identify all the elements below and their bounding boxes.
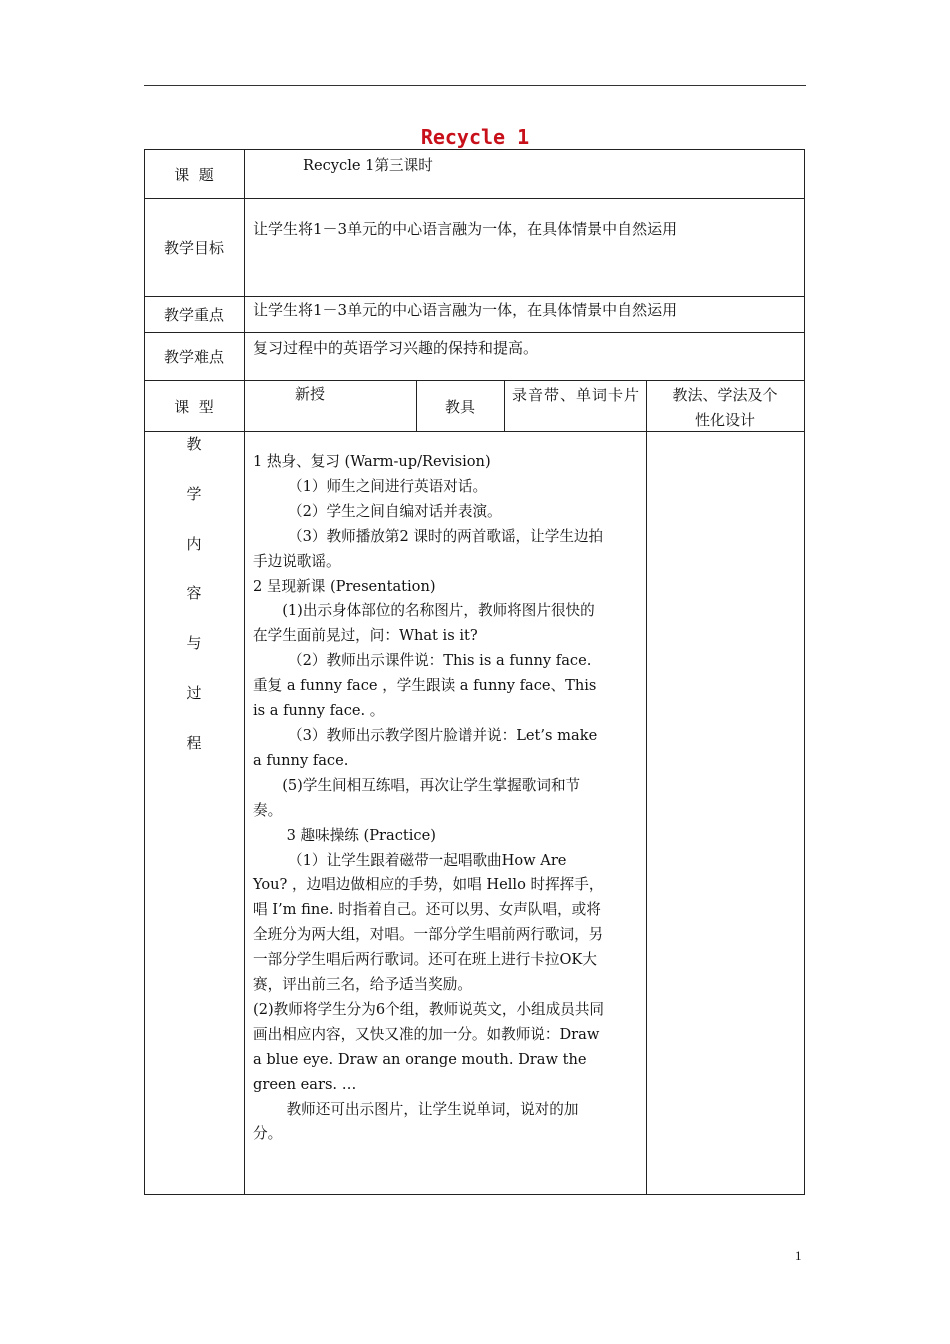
- type-label: 课 型: [174, 398, 214, 416]
- step-text: （1）让学生跟着磁带一起唱歌曲How Are You? ，边唱边做相应的手势，如唱 Hello 时挥挥手，唱 I’m fine. 时指着自己。还可以男、女声队唱，或将全班分为两大组，对唱。一部分学生唱前两行歌词，另一部分学生唱后两行歌词。还可在班上进行卡拉OK大赛，评出前三名，给予适当奖励。: [253, 851, 604, 994]
- method-label: 教法、学法及个性化设计: [672, 386, 778, 429]
- content-label-char: 过: [186, 683, 202, 702]
- goal-value: 让学生将1－3单元的中心语言融为一体，在具体情景中自然运用: [253, 220, 678, 238]
- content-label-char: 学: [186, 484, 202, 503]
- focus-value: 让学生将1－3单元的中心语言融为一体，在具体情景中自然运用: [253, 301, 678, 319]
- topic-value: Recycle 1第三课时: [303, 157, 433, 174]
- difficulty-label: 教学难点: [163, 348, 224, 366]
- content-label-char: 程: [186, 733, 202, 752]
- content-label-char: 与: [186, 634, 202, 653]
- tools-value: 录音带、单词卡片: [512, 386, 641, 404]
- step-text: (2)教师将学生分为6个组，教师说英文，小组成员共同画出相应内容，又快又准的加一分。如教师说：Draw a blue eye. Draw an orange mouth. Draw the green ears. …: [253, 1000, 605, 1093]
- goal-label: 教学目标: [163, 239, 224, 257]
- step-text: (5)学生间相互练唱，再次让学生掌握歌词和节奏。: [253, 776, 581, 819]
- page-number: 1: [795, 1248, 802, 1263]
- content-label-char: 容: [186, 584, 202, 603]
- content-body: [253, 450, 605, 1147]
- section-heading: 1 热身、复习 (Warm-up/Revision): [253, 453, 491, 470]
- step-text: （3）教师出示教学图片脸谱并说：Let’s make a funny face.: [253, 726, 598, 769]
- step-text: （2）教师出示课件说：This is a funny face. 重复 a funny face ，学生跟读 a funny face、This is a funny face. 。: [253, 652, 597, 720]
- content-label-char: 教: [186, 435, 202, 453]
- document-title: Recycle 1: [420, 125, 530, 149]
- step-text: 教师还可出示图片，让学生说单词，说对的加分。: [253, 1100, 579, 1143]
- content-label-char: 内: [186, 534, 202, 553]
- step-text: (1)出示身体部位的名称图片，教师将图片很快的在学生面前晃过，问：What is it?: [253, 602, 595, 645]
- step-text: （1）师生之间进行英语对话。: [288, 477, 488, 495]
- step-text: （3）教师播放第2 课时的两首歌谣，让学生边拍手边说歌谣。: [253, 527, 604, 570]
- topic-label: 课 题: [174, 166, 214, 184]
- content-process-label: [144, 432, 244, 781]
- section-heading: 3 趣味操练 (Practice): [286, 826, 436, 844]
- focus-label: 教学重点: [163, 306, 224, 324]
- step-text: （2）学生之间自编对话并表演。: [288, 502, 502, 520]
- header-rule: [144, 85, 806, 86]
- tools-label: 教具: [444, 398, 475, 416]
- section-heading: 2 呈现新课 (Presentation): [253, 577, 436, 595]
- type-value: 新授: [295, 385, 326, 403]
- difficulty-value: 复习过程中的英语学习兴趣的保持和提高。: [253, 339, 539, 357]
